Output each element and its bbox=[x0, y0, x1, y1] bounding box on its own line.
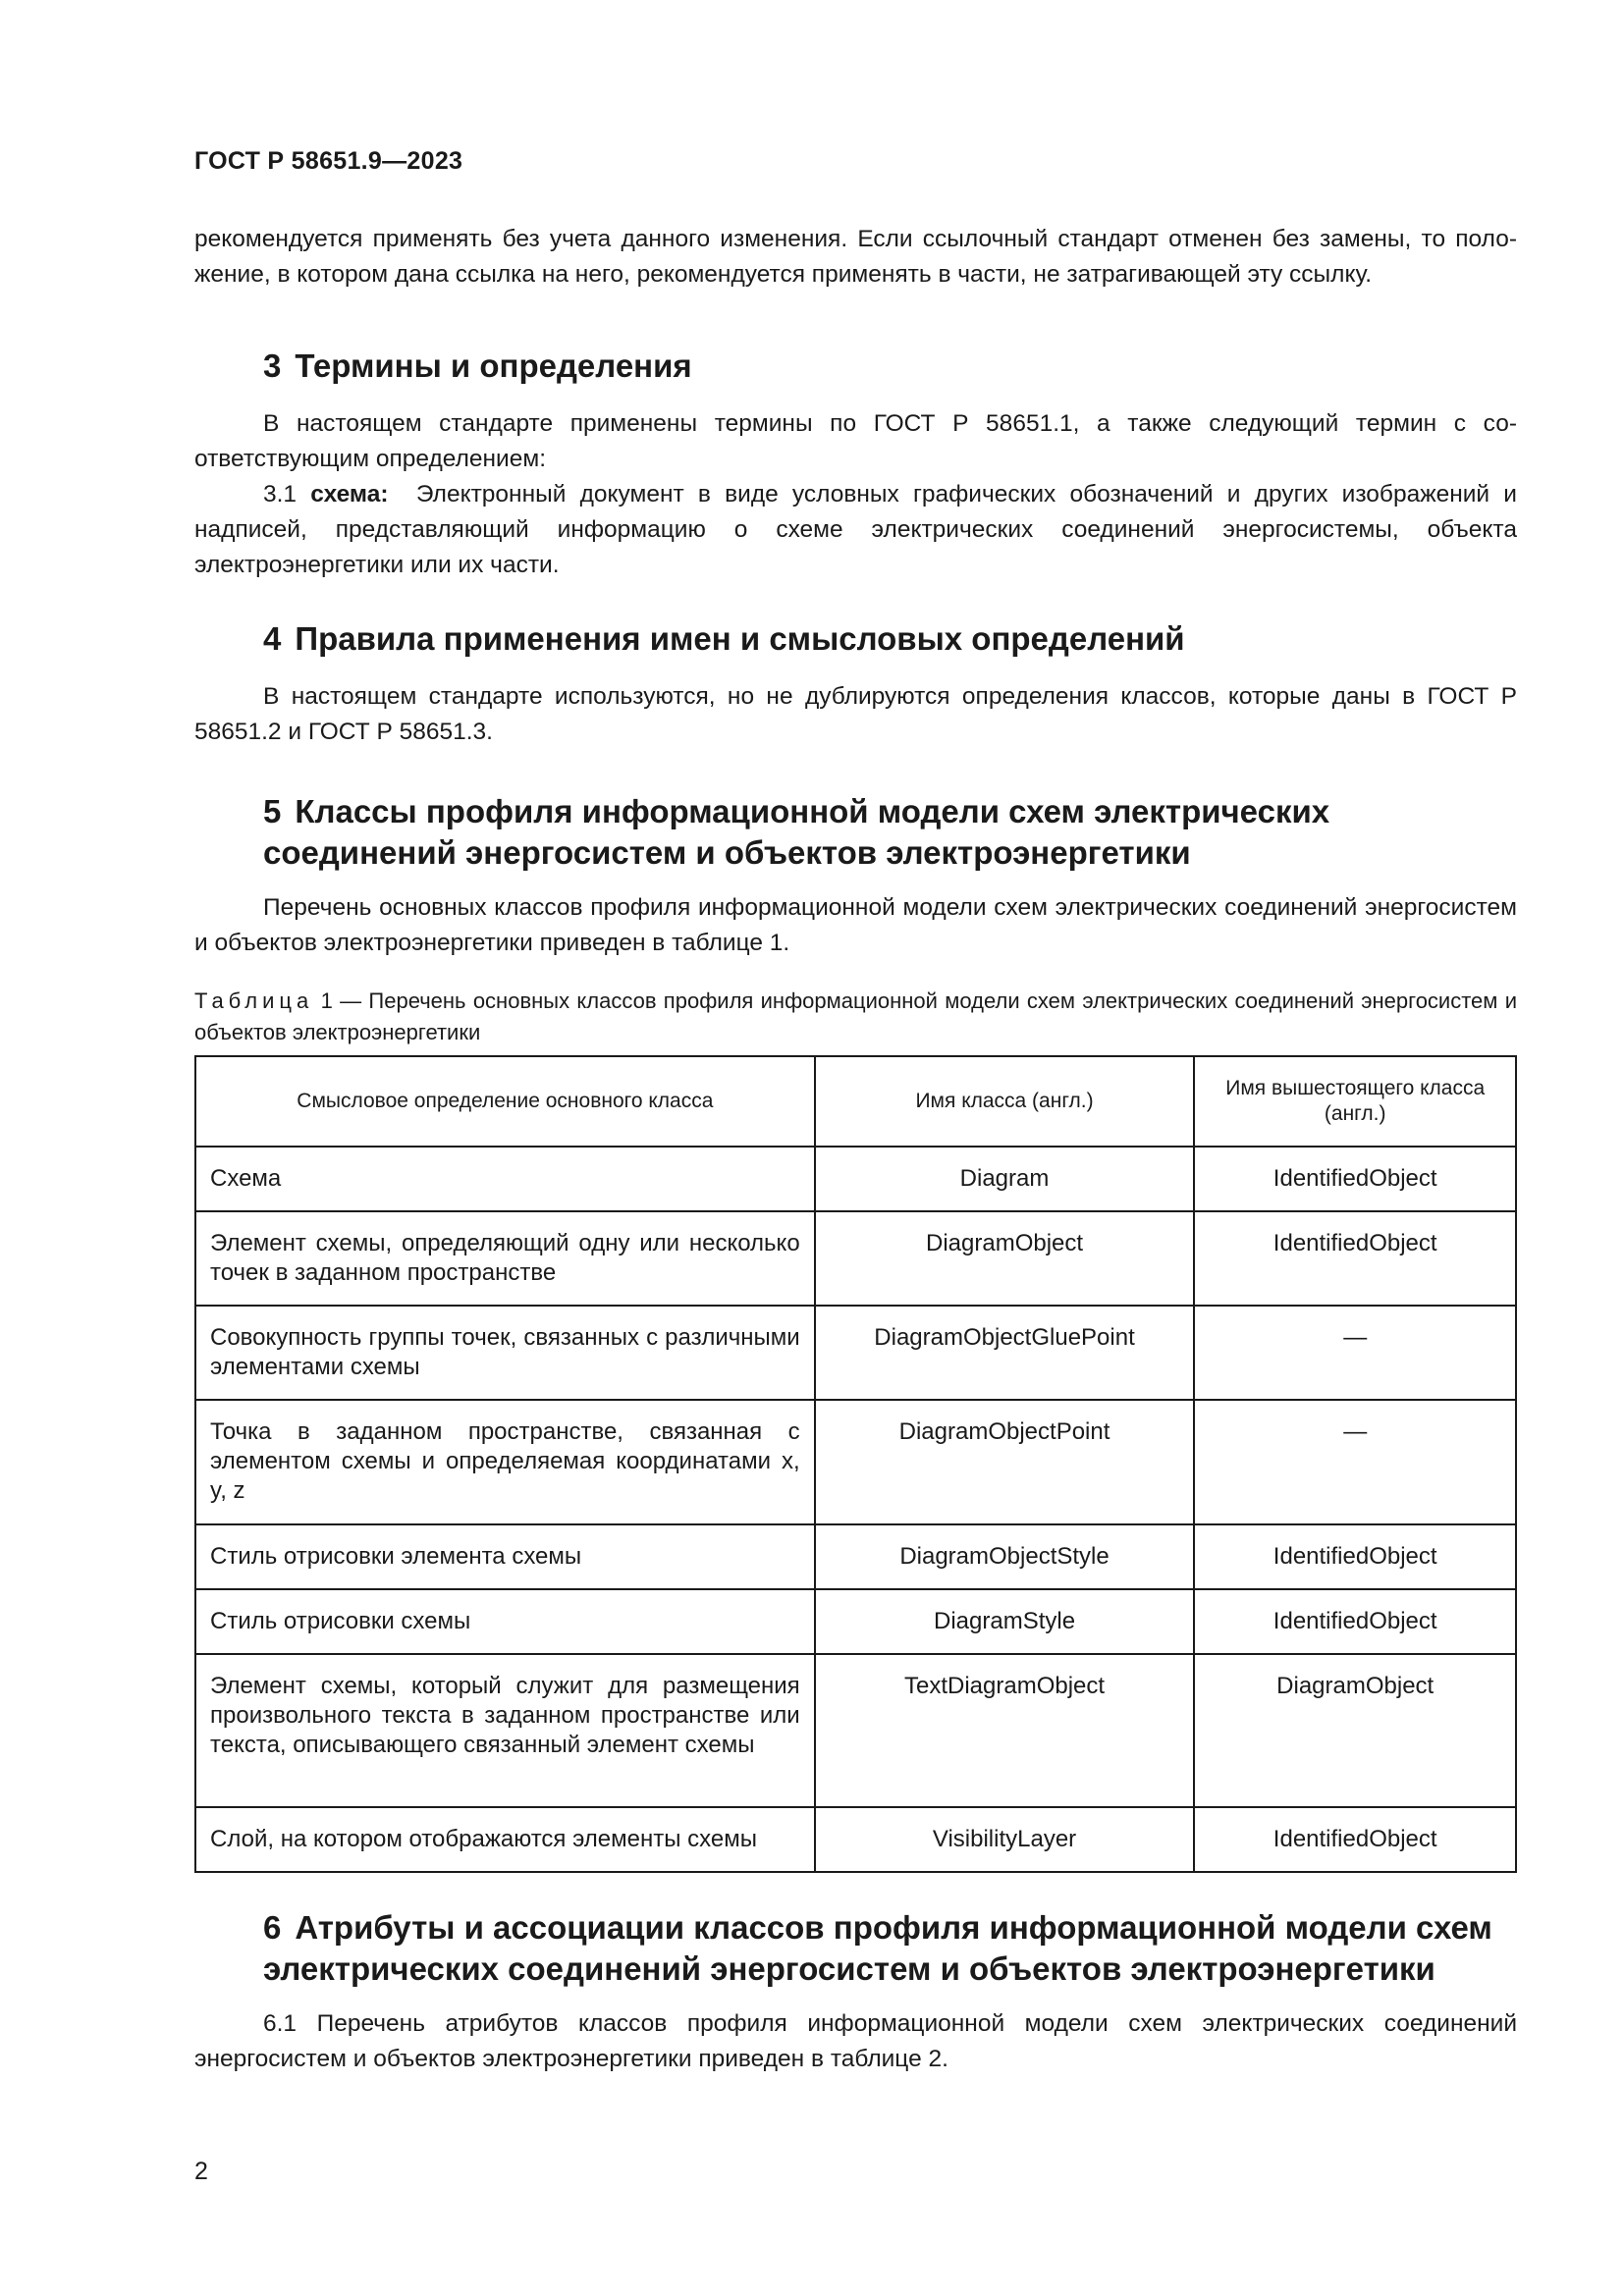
header-parent-class: Имя вышестоящего класса (англ.) bbox=[1194, 1056, 1516, 1147]
cell-parent-class: — bbox=[1194, 1306, 1516, 1400]
section-3-heading bbox=[263, 346, 692, 387]
section-title-line1: Атрибуты и ассоциации классов профиля информационной модели схем bbox=[295, 1909, 1492, 1946]
term: схема: bbox=[310, 481, 389, 507]
section-number: 5 bbox=[263, 793, 282, 829]
term-definition: Электронный документ в виде условных графических обозначений и других изображений и надписей, представляющий информацию о схеме электрических соединений энергосистемы, объекта электроэнергетики или их части. bbox=[194, 481, 1517, 578]
table-row bbox=[195, 1306, 1516, 1400]
section-title-line2: электрических соединений энергосистем и объектов электроэнергетики bbox=[263, 1950, 1435, 1987]
header-class-name: Имя класса (англ.) bbox=[815, 1056, 1195, 1147]
cell-definition: Элемент схемы, определяющий одну или несколько точек в заданном пространстве bbox=[195, 1211, 815, 1306]
section-number: 4 bbox=[263, 620, 282, 657]
table-row bbox=[195, 1807, 1516, 1872]
section-number: 6 bbox=[263, 1909, 282, 1946]
table-caption-label: Таблица bbox=[194, 988, 314, 1013]
cell-parent-class: IdentifiedObject bbox=[1194, 1589, 1516, 1654]
classes-table bbox=[194, 1055, 1517, 1873]
table-caption bbox=[194, 986, 1517, 1048]
cell-class-name: DiagramObjectGluePoint bbox=[815, 1306, 1195, 1400]
section-title: Правила применения имен и смысловых определений bbox=[295, 620, 1185, 657]
cell-class-name: Diagram bbox=[815, 1147, 1195, 1211]
intro-paragraph: рекомендуется применять без учета данного изменения. Если ссылочный стандарт отменен без замены, то положение, в котором дана ссылка на него, рекомендуется применять в части, не затрагивающей эту ссылку. bbox=[194, 226, 1517, 288]
cell-parent-class: IdentifiedObject bbox=[1194, 1524, 1516, 1589]
table-row bbox=[195, 1589, 1516, 1654]
table-row bbox=[195, 1211, 1516, 1306]
table-row bbox=[195, 1400, 1516, 1524]
document-header: ГОСТ Р 58651.9—2023 bbox=[194, 147, 463, 175]
section-title-line1: Классы профиля информационной модели схем электрических bbox=[295, 793, 1330, 829]
cell-class-name: DiagramObjectPoint bbox=[815, 1400, 1195, 1524]
table-row bbox=[195, 1147, 1516, 1211]
cell-parent-class: IdentifiedObject bbox=[1194, 1807, 1516, 1872]
cell-definition: Точка в заданном пространстве, связанная с элементом схемы и определяемая координатами x, y, z bbox=[195, 1400, 815, 1524]
cell-class-name: DiagramStyle bbox=[815, 1589, 1195, 1654]
cell-parent-class: DiagramObject bbox=[1194, 1654, 1516, 1807]
term-definition-paragraph bbox=[194, 477, 1517, 583]
cell-parent-class: IdentifiedObject bbox=[1194, 1211, 1516, 1306]
page-number: 2 bbox=[194, 2158, 208, 2185]
section-number: 3 bbox=[263, 347, 282, 384]
cell-definition: Схема bbox=[195, 1147, 815, 1211]
cell-parent-class: — bbox=[1194, 1400, 1516, 1524]
section-5-paragraph: Перечень основных классов профиля информационной модели схем электрических соединений энергосистем и объектов электроэнергетики приведен в таблице 1. bbox=[194, 894, 1517, 956]
cell-class-name: DiagramObjectStyle bbox=[815, 1524, 1195, 1589]
cell-definition: Элемент схемы, который служит для размещения произвольного текста в заданном пространстве или текста, описывающего связанный элемент схемы bbox=[195, 1654, 815, 1807]
section-3-paragraph: В настоящем стандарте применены термины по ГОСТ Р 58651.1, а также следующий термин с соответствующим определением: bbox=[194, 410, 1517, 472]
section-6-paragraph: 6.1 Перечень атрибутов классов профиля информационной модели схем электрических соединений энергосистем и объектов электроэнергетики приведен в таблице 2. bbox=[194, 2010, 1517, 2072]
cell-class-name: VisibilityLayer bbox=[815, 1807, 1195, 1872]
cell-definition: Совокупность группы точек, связанных с различными элементами схемы bbox=[195, 1306, 815, 1400]
section-title-line2: соединений энергосистем и объектов электроэнергетики bbox=[263, 834, 1191, 871]
cell-definition: Стиль отрисовки схемы bbox=[195, 1589, 815, 1654]
section-title: Термины и определения bbox=[295, 347, 692, 384]
table-caption-text: 1 — Перечень основных классов профиля информационной модели схем электрических соединений энергосистем и объектов электроэнергетики bbox=[194, 988, 1517, 1044]
section-4-heading bbox=[263, 618, 1185, 660]
cell-definition: Стиль отрисовки элемента схемы bbox=[195, 1524, 815, 1589]
cell-class-name: TextDiagramObject bbox=[815, 1654, 1195, 1807]
table-row bbox=[195, 1654, 1516, 1807]
table-row bbox=[195, 1524, 1516, 1589]
cell-parent-class: IdentifiedObject bbox=[1194, 1147, 1516, 1211]
cell-definition: Слой, на котором отображаются элементы схемы bbox=[195, 1807, 815, 1872]
table-header-row bbox=[195, 1056, 1516, 1147]
section-4-paragraph: В настоящем стандарте используются, но не дублируются определения классов, которые даны в ГОСТ Р 58651.2 и ГОСТ Р 58651.3. bbox=[194, 683, 1517, 745]
section-5-heading bbox=[263, 791, 1329, 874]
section-6-heading bbox=[263, 1907, 1492, 1990]
cell-class-name: DiagramObject bbox=[815, 1211, 1195, 1306]
term-number: 3.1 bbox=[263, 481, 298, 507]
header-definition: Смысловое определение основного класса bbox=[195, 1056, 815, 1147]
